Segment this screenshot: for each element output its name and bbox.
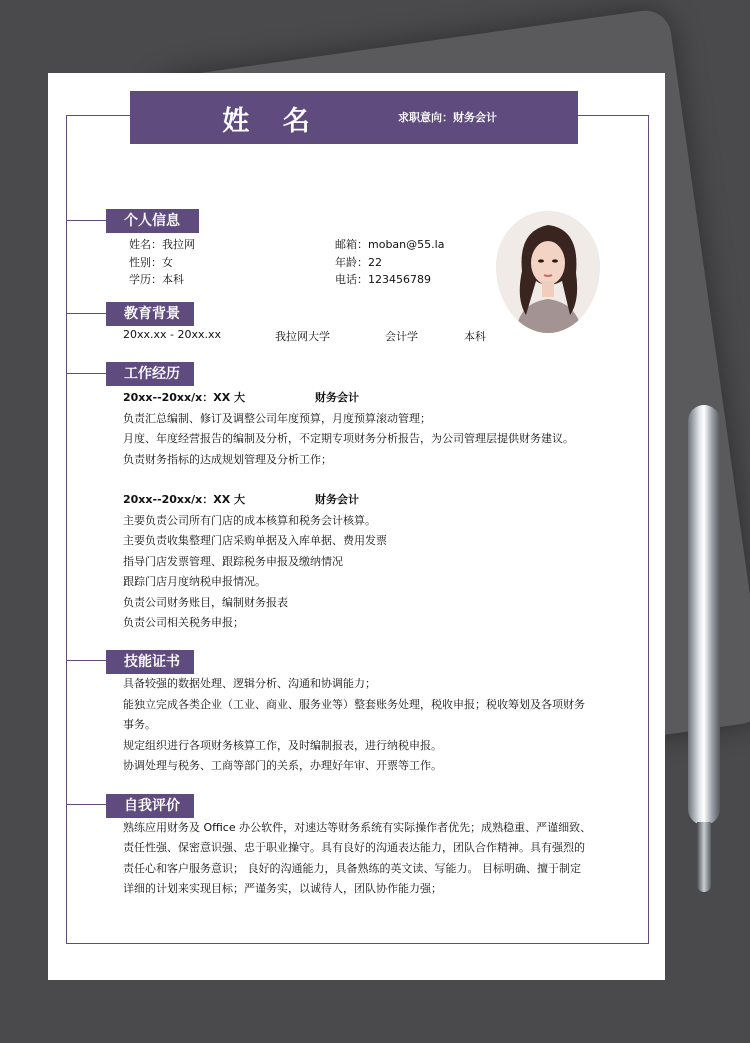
self-line-3: 责任心和客户服务意识； 良好的沟通能力，具备熟练的英文读、写能力。 目标明确、擅于制定	[123, 862, 581, 875]
self-line-1: 熟练应用财务及 Office 办公软件，对速达等财务系统有实际操作者优先；成熟稳重、严谨细致、	[123, 821, 592, 834]
section-title-skills: 技能证书	[106, 650, 194, 674]
personal-email: 邮箱：moban@55.la	[335, 238, 445, 251]
section-title-personal: 个人信息	[106, 209, 199, 233]
job-2-line-1: 主要负责公司所有门店的成本核算和税务会计核算。	[123, 514, 376, 527]
job-2-period: 20xx--20xx/x：XX 大	[123, 493, 246, 506]
personal-phone: 电话：123456789	[335, 273, 431, 286]
background-pen	[688, 405, 720, 825]
section-title-self: 自我评价	[106, 794, 194, 818]
education-school: 我拉网大学	[275, 330, 330, 343]
self-line-2: 责任性强、保密意识强、忠于职业操守。具有良好的沟通表达能力，团队合作精神。具有强烈的	[123, 841, 585, 854]
job-2-line-3: 指导门店发票管理、跟踪税务申报及缴纳情况	[123, 555, 343, 568]
personal-age: 年龄：22	[335, 256, 382, 269]
job-2-line-6: 负责公司相关税务申报；	[123, 616, 244, 629]
personal-gender: 性别：女	[129, 256, 173, 269]
section-title-work: 工作经历	[106, 362, 194, 386]
job-1-line-2: 月度、年度经营报告的编制及分析，不定期专项财务分析报告，为公司管理层提供财务建议。	[123, 432, 574, 445]
education-major: 会计学	[385, 330, 418, 343]
background-pen-tip	[697, 822, 711, 892]
job-1-period: 20xx--20xx/x：XX 大	[123, 391, 246, 404]
education-period: 20xx.xx - 20xx.xx	[123, 328, 222, 341]
resume-page	[48, 73, 665, 980]
personal-education: 学历：本科	[129, 273, 184, 286]
job-1-line-3: 负责财务指标的达成规划管理及分析工作；	[123, 453, 332, 466]
education-degree: 本科	[464, 330, 486, 343]
skills-line-1: 具备较强的数据处理、逻辑分析、沟通和协调能力；	[123, 677, 376, 690]
job-2-role: 财务会计	[315, 493, 359, 506]
resume-name: 姓 名	[222, 106, 322, 137]
personal-name: 姓名：我拉网	[129, 238, 195, 251]
job-1-line-1: 负责汇总编制、修订及调整公司年度预算，月度预算滚动管理；	[123, 412, 431, 425]
job-2-line-5: 负责公司财务账目，编制财务报表	[123, 596, 288, 609]
skills-line-4: 规定组织进行各项财务核算工作，及时编制报表，进行纳税申报。	[123, 739, 442, 752]
job-2-line-2: 主要负责收集整理门店采购单据及入库单据、费用发票	[123, 534, 387, 547]
self-line-4: 详细的计划来实现目标；严谨务实，以诚待人，团队协作能力强；	[123, 882, 442, 895]
skills-line-5: 协调处理与税务、工商等部门的关系，办理好年审、开票等工作。	[123, 759, 442, 772]
name-header-bar	[130, 91, 578, 144]
skills-line-2: 能独立完成各类企业（工业、商业、服务业等）整套账务处理，税收申报；税收筹划及各项财务	[123, 698, 585, 711]
skills-line-3: 事务。	[123, 718, 156, 731]
job-intent: 求职意向：财务会计	[398, 111, 497, 124]
job-1-role: 财务会计	[315, 391, 359, 404]
job-2-line-4: 跟踪门店月度纳税申报情况。	[123, 575, 266, 588]
section-title-education: 教育背景	[106, 302, 194, 326]
